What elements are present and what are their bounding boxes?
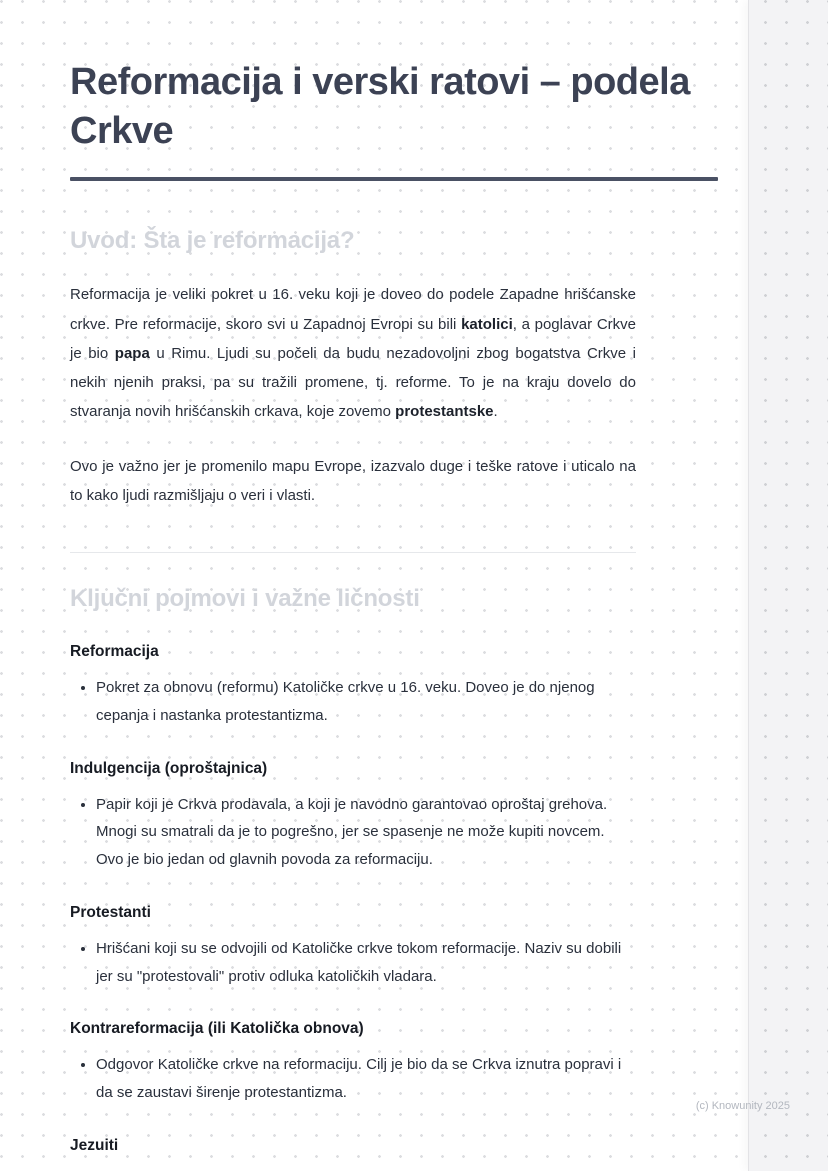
bold-term-papa: papa	[114, 344, 150, 362]
term-heading-protestanti: Protestanti	[70, 903, 151, 921]
intro-p1-text: .	[493, 403, 498, 421]
term-definition-list	[70, 1051, 636, 1107]
definition-item: • Odgovor Katoličke crkve na reformaciju. Cilj je bio da se Crkva iznutra popravi i da se zaustavi širenje protestantizma.	[96, 1051, 636, 1107]
bold-term-protestantske: protestantske	[395, 403, 494, 421]
section-heading-intro: Uvod: Šta je reformacija?	[70, 227, 355, 255]
term-heading-kontrareformacija: Kontrareformacija (ili Katolička obnova)	[70, 1020, 364, 1038]
title-underline-rule	[70, 177, 718, 181]
term-definition-list	[70, 791, 636, 874]
right-margin-strip	[748, 0, 828, 1171]
definition-item: • Hrišćani koji su se odvojili od Katoličke crkve tokom reformacije. Naziv su dobili jer su "protestovali" protiv odluka katoličkih vladara.	[96, 935, 636, 991]
term-heading-reformacija: Reformacija	[70, 643, 159, 660]
bold-term-katolici: katolici	[461, 315, 513, 333]
section-heading-concepts: Ključni pojmovi i važne ličnosti	[70, 585, 420, 612]
intro-paragraph-2: Ovo je važno jer je promenilo mapu Evrope, izazvalo duge i teške ratove i uticalo na to kako ljudi razmišljaju o veri i vlasti.	[70, 457, 636, 504]
page-title: Reformacija i verski ratovi – podela Crkve	[70, 61, 690, 152]
intro-p1-text: Reformacija je veliki pokret u 16. veku koji je doveo do podele Zapadne hrišćanske crkve. Pre reformacije, skoro svi u Zapadnoj Evropi su bili	[70, 286, 636, 333]
intro-p1-text: , a poglavar Crkve je bio	[70, 315, 636, 362]
term-definition-list	[70, 935, 636, 991]
term-definition-list	[70, 674, 636, 730]
definition-item: • Papir koji je Crkva prodavala, a koji je navodno garantovao oproštaj grehova. Mnogi su smatrali da je to pogrešno, jer se spasenje ne može kupiti novcem. Ovo je bio jedan od glavnih povoda za reformaciju.	[96, 791, 636, 874]
term-heading-jezuiti: Jezuiti	[70, 1136, 119, 1154]
document-content	[70, 0, 718, 1155]
page-footer: (c) Knowunity 2025	[695, 1100, 790, 1112]
intro-p1-text: u Rimu. Ljudi su počeli da budu nezadovoljni zbog bogatstva Crkve i nekih njenih praksi, pa su tražili promene, tj. reforme. To je na kraju dovelo do stvaranja novih hrišćanskih crkava, koje zovemo	[70, 344, 637, 421]
definition-item: • Pokret za obnovu (reformu) Katoličke crkve u 16. veku. Doveo je do njenog cepanja i nastanka protestantizma.	[96, 674, 636, 730]
intro-paragraph-1	[70, 280, 636, 426]
term-heading-indulgencija: Indulgencija (oproštajnica)	[70, 759, 268, 777]
section-divider	[70, 552, 636, 553]
